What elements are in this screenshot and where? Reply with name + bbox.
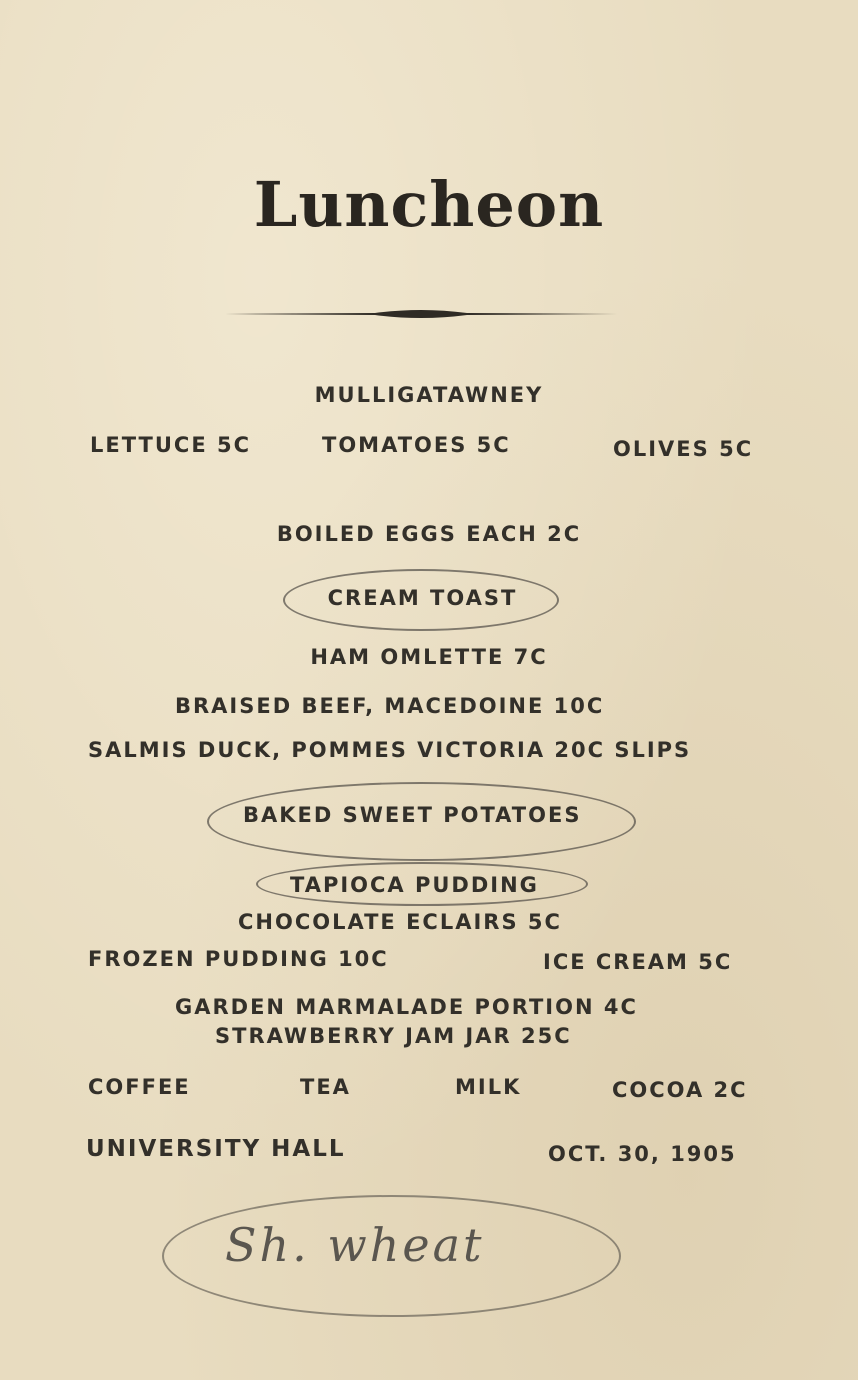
handwritten-note: Sh. wheat — [225, 1218, 485, 1272]
cocoa-item: COCOA 2C — [612, 1078, 748, 1102]
jam-item: STRAWBERRY JAM JAR 25C — [215, 1024, 572, 1048]
salmis-duck-item: SALMIS DUCK, POMMES VICTORIA 20C SLIPS — [88, 738, 692, 762]
lettuce-item: LETTUCE 5C — [90, 433, 252, 457]
sweet-potatoes-item: BAKED SWEET POTATOES — [243, 803, 582, 827]
tapioca-item: TAPIOCA PUDDING — [290, 873, 539, 897]
olives-item: OLIVES 5C — [613, 437, 754, 461]
tea-item: TEA — [300, 1075, 351, 1099]
marmalade-item: GARDEN MARMALADE PORTION 4C — [175, 995, 638, 1019]
soup-item: MULLIGATAWNEY — [314, 383, 544, 407]
ham-omlette-item: HAM OMLETTE 7C — [310, 645, 548, 669]
menu-title: Luncheon — [253, 168, 605, 241]
date-label: OCT. 30, 1905 — [548, 1142, 737, 1166]
cream-toast-item: CREAM TOAST — [327, 586, 518, 610]
ice-cream-item: ICE CREAM 5C — [543, 950, 733, 974]
decorative-rule — [225, 305, 617, 323]
coffee-item: COFFEE — [88, 1075, 191, 1099]
milk-item: MILK — [455, 1075, 522, 1099]
eclairs-item: CHOCOLATE ECLAIRS 5C — [238, 910, 562, 934]
frozen-pudding-item: FROZEN PUDDING 10C — [88, 947, 389, 971]
tomatoes-item: TOMATOES 5C — [322, 433, 511, 457]
eggs-item: BOILED EGGS EACH 2C — [276, 522, 582, 546]
venue-label: UNIVERSITY HALL — [86, 1136, 346, 1162]
braised-beef-item: BRAISED BEEF, MACEDOINE 10C — [175, 694, 605, 718]
